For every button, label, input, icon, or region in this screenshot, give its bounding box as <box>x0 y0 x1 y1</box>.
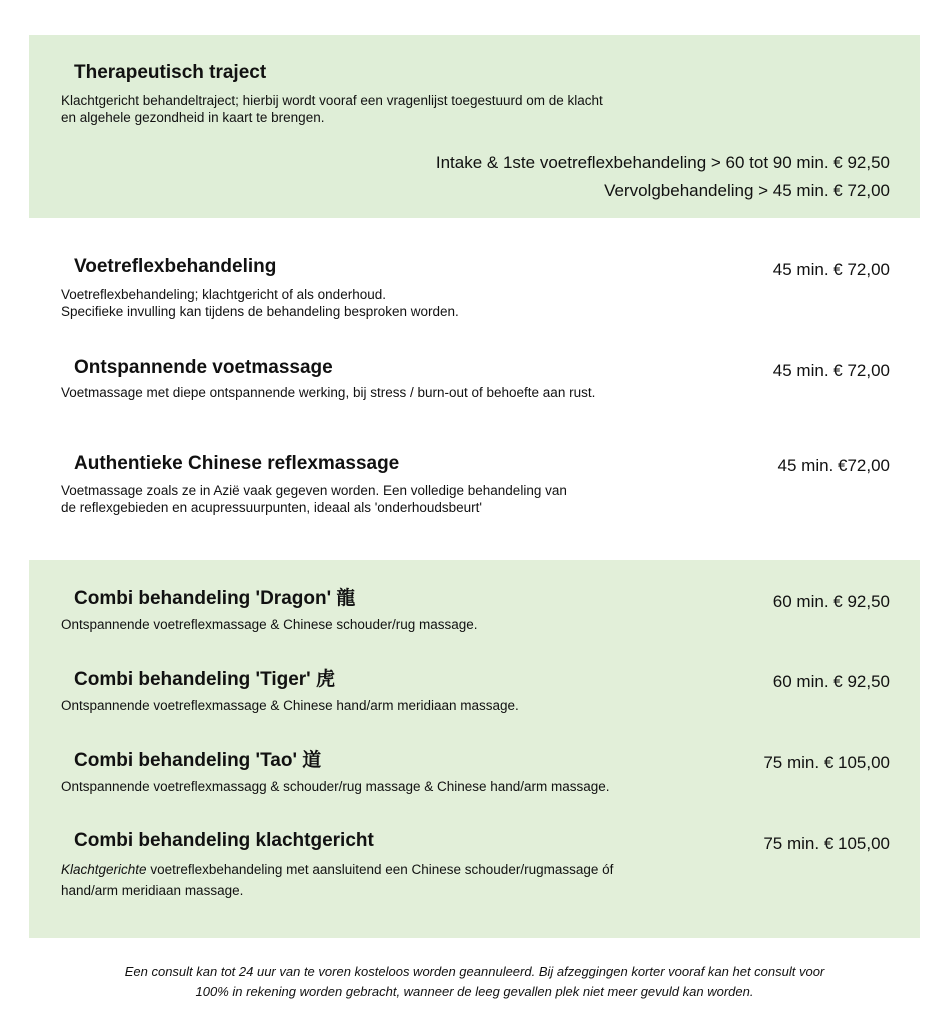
description-line: Voetmassage met diepe ontspannende werking, bij stress / burn-out of behoefte aan rust. <box>61 385 596 400</box>
description-line: Klachtgericht behandeltraject; hierbij wordt vooraf een vragenlijst toegestuurd om de klacht <box>61 93 603 108</box>
description-line: Ontspannende voetreflexmassagg & schouder/rug massage & Chinese hand/arm massage. <box>61 779 610 794</box>
description-line: de reflexgebieden en acupressuurpunten, ideaal als 'onderhoudsbeurt' <box>61 500 482 515</box>
service-title-voetmassage: Ontspannende voetmassage <box>74 357 333 378</box>
service-description-voetmassage <box>61 384 595 401</box>
service-title-chinese-reflexmassage: Authentieke Chinese reflexmassage <box>74 453 400 474</box>
footnote-line: 100% in rekening worden gebracht, wanneer de leeg gevallen plek niet meer gevuld kan worden. <box>195 984 754 999</box>
italic-term: Klachtgerichte <box>61 862 147 877</box>
service-price-voetmassage: 45 min. € 72,00 <box>772 361 890 380</box>
description-line: Voetreflexbehandeling; klachtgericht of als onderhoud. <box>61 287 386 302</box>
service-price-chinese-reflexmassage: 45 min. €72,00 <box>777 456 890 475</box>
price-line-followup: Vervolgbehandeling > 45 min. € 72,00 <box>604 181 890 200</box>
combi-price-tiger: 60 min. € 92,50 <box>772 672 890 691</box>
combi-price-klachtgericht: 75 min. € 105,00 <box>763 834 890 853</box>
service-price-voetreflex: 45 min. € 72,00 <box>772 260 890 279</box>
price-line-intake: Intake & 1ste voetreflexbehandeling > 60 tot 90 min. € 92,50 <box>435 153 890 172</box>
combi-title-tiger: Combi behandeling 'Tiger' 虎 <box>74 669 335 690</box>
combi-title-klachtgericht: Combi behandeling klachtgericht <box>74 830 374 851</box>
combi-price-tao: 75 min. € 105,00 <box>763 753 890 772</box>
therapeutic-trajectory-description <box>61 92 603 126</box>
combi-description-tao <box>61 778 610 795</box>
description-line <box>61 859 613 880</box>
combi-title-tao: Combi behandeling 'Tao' 道 <box>74 750 322 771</box>
description-line: Voetmassage zoals ze in Azië vaak gegeven worden. Een volledige behandeling van <box>61 483 567 498</box>
description-line: hand/arm meridiaan massage. <box>61 883 244 898</box>
footnote-line: Een consult kan tot 24 uur van te voren kosteloos worden geannuleerd. Bij afzeggingen korter vooraf kan het consult voor <box>124 964 825 979</box>
combi-description-tiger <box>61 697 519 714</box>
combi-price-dragon: 60 min. € 92,50 <box>772 592 890 611</box>
service-description-chinese-reflexmassage <box>61 482 567 516</box>
description-text: voetreflexbehandeling met aansluitend een Chinese schouder/rugmassage óf <box>146 862 614 877</box>
therapeutic-trajectory-prices <box>436 149 890 205</box>
combi-description-dragon <box>61 616 478 633</box>
description-line: Ontspannende voetreflexmassage & Chinese schouder/rug massage. <box>61 617 478 632</box>
therapeutic-trajectory-title: Therapeutisch traject <box>74 62 267 83</box>
cancellation-footnote <box>29 962 920 1002</box>
combi-title-dragon: Combi behandeling 'Dragon' 龍 <box>74 588 356 609</box>
description-line: Specifieke invulling kan tijdens de behandeling besproken worden. <box>61 304 459 319</box>
combi-description-klachtgericht <box>61 859 613 901</box>
description-line: Ontspannende voetreflexmassage & Chinese hand/arm meridiaan massage. <box>61 698 519 713</box>
service-description-voetreflex <box>61 286 459 320</box>
service-title-voetreflex: Voetreflexbehandeling <box>74 256 277 277</box>
description-line: en algehele gezondheid in kaart te brengen. <box>61 110 325 125</box>
